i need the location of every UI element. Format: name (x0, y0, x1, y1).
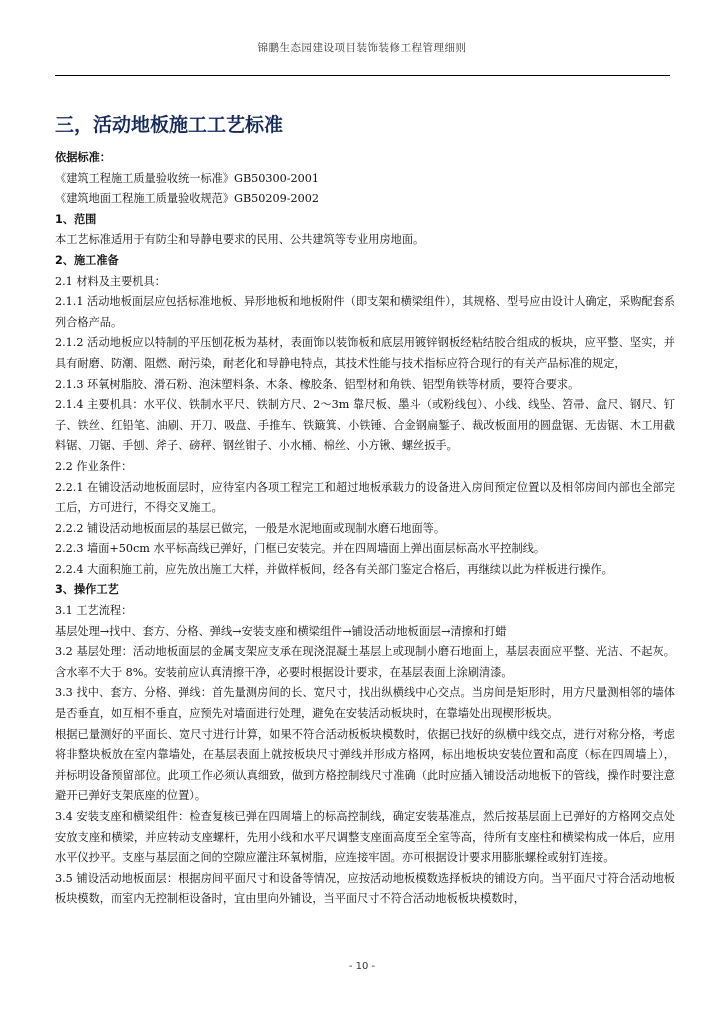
scope-text: 本工艺标准适用于有防尘和导静电要求的民用、公共建筑等专业用房地面。 (55, 233, 425, 247)
page-number: - 10 - (348, 961, 376, 972)
paragraph: 2.2.4 大面积施工前，应先放出施工大样，并做样板间，经各有关部门鉴定合格后，再继续以此为样板进行操作。 (55, 562, 613, 576)
paragraph: 根据已量测好的平面长、宽尺寸进行计算，如果不符合活动板板块模数时，依据已找好的纵横中线交点，进行对称分格，考虑将非整块板放在室内靠墙处，在基层表面上就按板块尺寸弹线并形成方格网，标出地板块安装位置和高度（标在四周墙上），并标明设备预留部位。此项工作必须认真细致，做到方格控制线尺寸准确（此时应插入铺设活动地板下的管线，操作时要注意避开已弹好支架底座的位置）。 (55, 727, 675, 803)
basis-heading: 依据标准： (55, 151, 111, 164)
chapter-title: 三，活动地板施工工艺标准 (55, 114, 284, 136)
paragraph: 2.2 作业条件： (55, 459, 133, 473)
paragraph: 2.1.4 主要机具：水平仪、铁制水平尺、铁制方尺、2～3m 靠尺板、墨斗（或粉线包）、小线、线坠、笤帚、盒尺、钢尺、钉子、铁丝、红铅笔、油刷、开刀、吸盘、手推车、铁簸箕、小铁锤、合金钢扁錾子、裁改板面用的圆盘锯、无齿锯、木工用截料锯、刀锯、手刨、斧子、磅秤、钢丝钳子、小水桶、棉丝、小方锹、螺丝扳手。 (55, 398, 675, 453)
section-heading-scope: 1、范围 (55, 212, 97, 226)
section-heading-process: 3、操作工艺 (55, 583, 119, 597)
paragraph: 2.2.3 墙面+50cm 水平标高线已弹好，门框已安装完。并在四周墙面上弹出面层标高水平控制线。 (55, 542, 546, 556)
process-flow: 基层处理→找中、套方、分格、弹线→安装支座和横梁组件→铺设活动地板面层→清擦和打蜡 (55, 624, 507, 638)
paragraph: 3.5 铺设活动地板面层：根据房间平面尺寸和设备等情况，应按活动地板模数选择板块的铺设方向。当平面尺寸符合活动地板板块模数，而室内无控制柜设备时，宜由里向外铺设，当平面尺寸不符合活动地板板块模数时， (55, 871, 675, 906)
page-header: 锦鹏生态园建设项目装饰装修工程管理细则 (257, 42, 467, 54)
paragraph: 2.1.2 活动地板应以特制的平压刨花板为基材，表面饰以装饰板和底层用镀锌钢板经粘结胶合组成的板块，应平整、坚实，并具有耐磨、防潮、阻燃、耐污染，耐老化和导静电特点，其技术性能与技术指标应符合现行的有关产品标准的规定， (55, 336, 675, 370)
paragraph: 3.3 找中、套方、分格、弹线：首先量测房间的长、宽尺寸，找出纵横线中心交点。当房间是矩形时，用方尺量测相邻的墙体是否垂直，如互相不垂直，应预先对墙面进行处理，避免在安装活动板块时，在靠墙处出现楔形板块。 (55, 686, 675, 721)
basis-item: 《建筑工程施工质量验收统一标准》GB50300-2001 (55, 171, 319, 185)
paragraph: 2.2.2 铺设活动地板面层的基层已做完，一般是水泥地面或现制水磨石地面等。 (55, 521, 446, 535)
paragraph: 2.1 材料及主要机具： (55, 274, 166, 288)
paragraph: 2.2.1 在铺设活动地板面层时，应待室内各项工程完工和超过地板承载力的设备进入房间预定位置以及相邻房间内部也全部完工后，方可进行，不得交叉施工。 (55, 480, 675, 515)
paragraph: 2.1.1 活动地板面层应包括标准地板、异形地板和地板附件（即支架和横梁组件），其规格、型号应由设计人确定，采购配套系列合格产品。 (55, 295, 675, 329)
paragraph: 2.1.3 环氧树脂胶、滑石粉、泡沫塑料条、木条、橡胶条、铝型材和角铁、铝型角铁等材质，要符合要求。 (55, 377, 580, 391)
paragraph: 3.1 工艺流程： (55, 604, 133, 618)
basis-item: 《建筑地面工程施工质量验收规范》GB50209-2002 (55, 192, 319, 206)
paragraph: 3.4 安装支座和横梁组件：检查复核已弹在四周墙上的标高控制线，确定安装基准点，然后按基层面上已弹好的方格网交点处安放支座和横梁，并应转动支座螺杆，先用小线和水平尺调整支座面高度至全室等高，待所有支座柱和横梁构成一体后，应用水平仪抄平。支座与基层面之间的空隙应灌注环氧树脂，应连接牢固。亦可根据设计要求用膨胀螺栓或射钉连接。 (55, 810, 675, 865)
section-heading-preparation: 2、施工准备 (55, 253, 119, 267)
page-content (55, 110, 675, 910)
header-rule (55, 75, 670, 76)
paragraph: 3.2 基层处理：活动地板面层的金属支架应支承在现浇混凝土基层上或现制小磨石地面上，基层表面应平整、光洁、不起灰。含水率不大于 8%。安装前应认真清擦干净，必要时根据设计要求，在基层表面上涂刷清漆。 (55, 645, 675, 679)
